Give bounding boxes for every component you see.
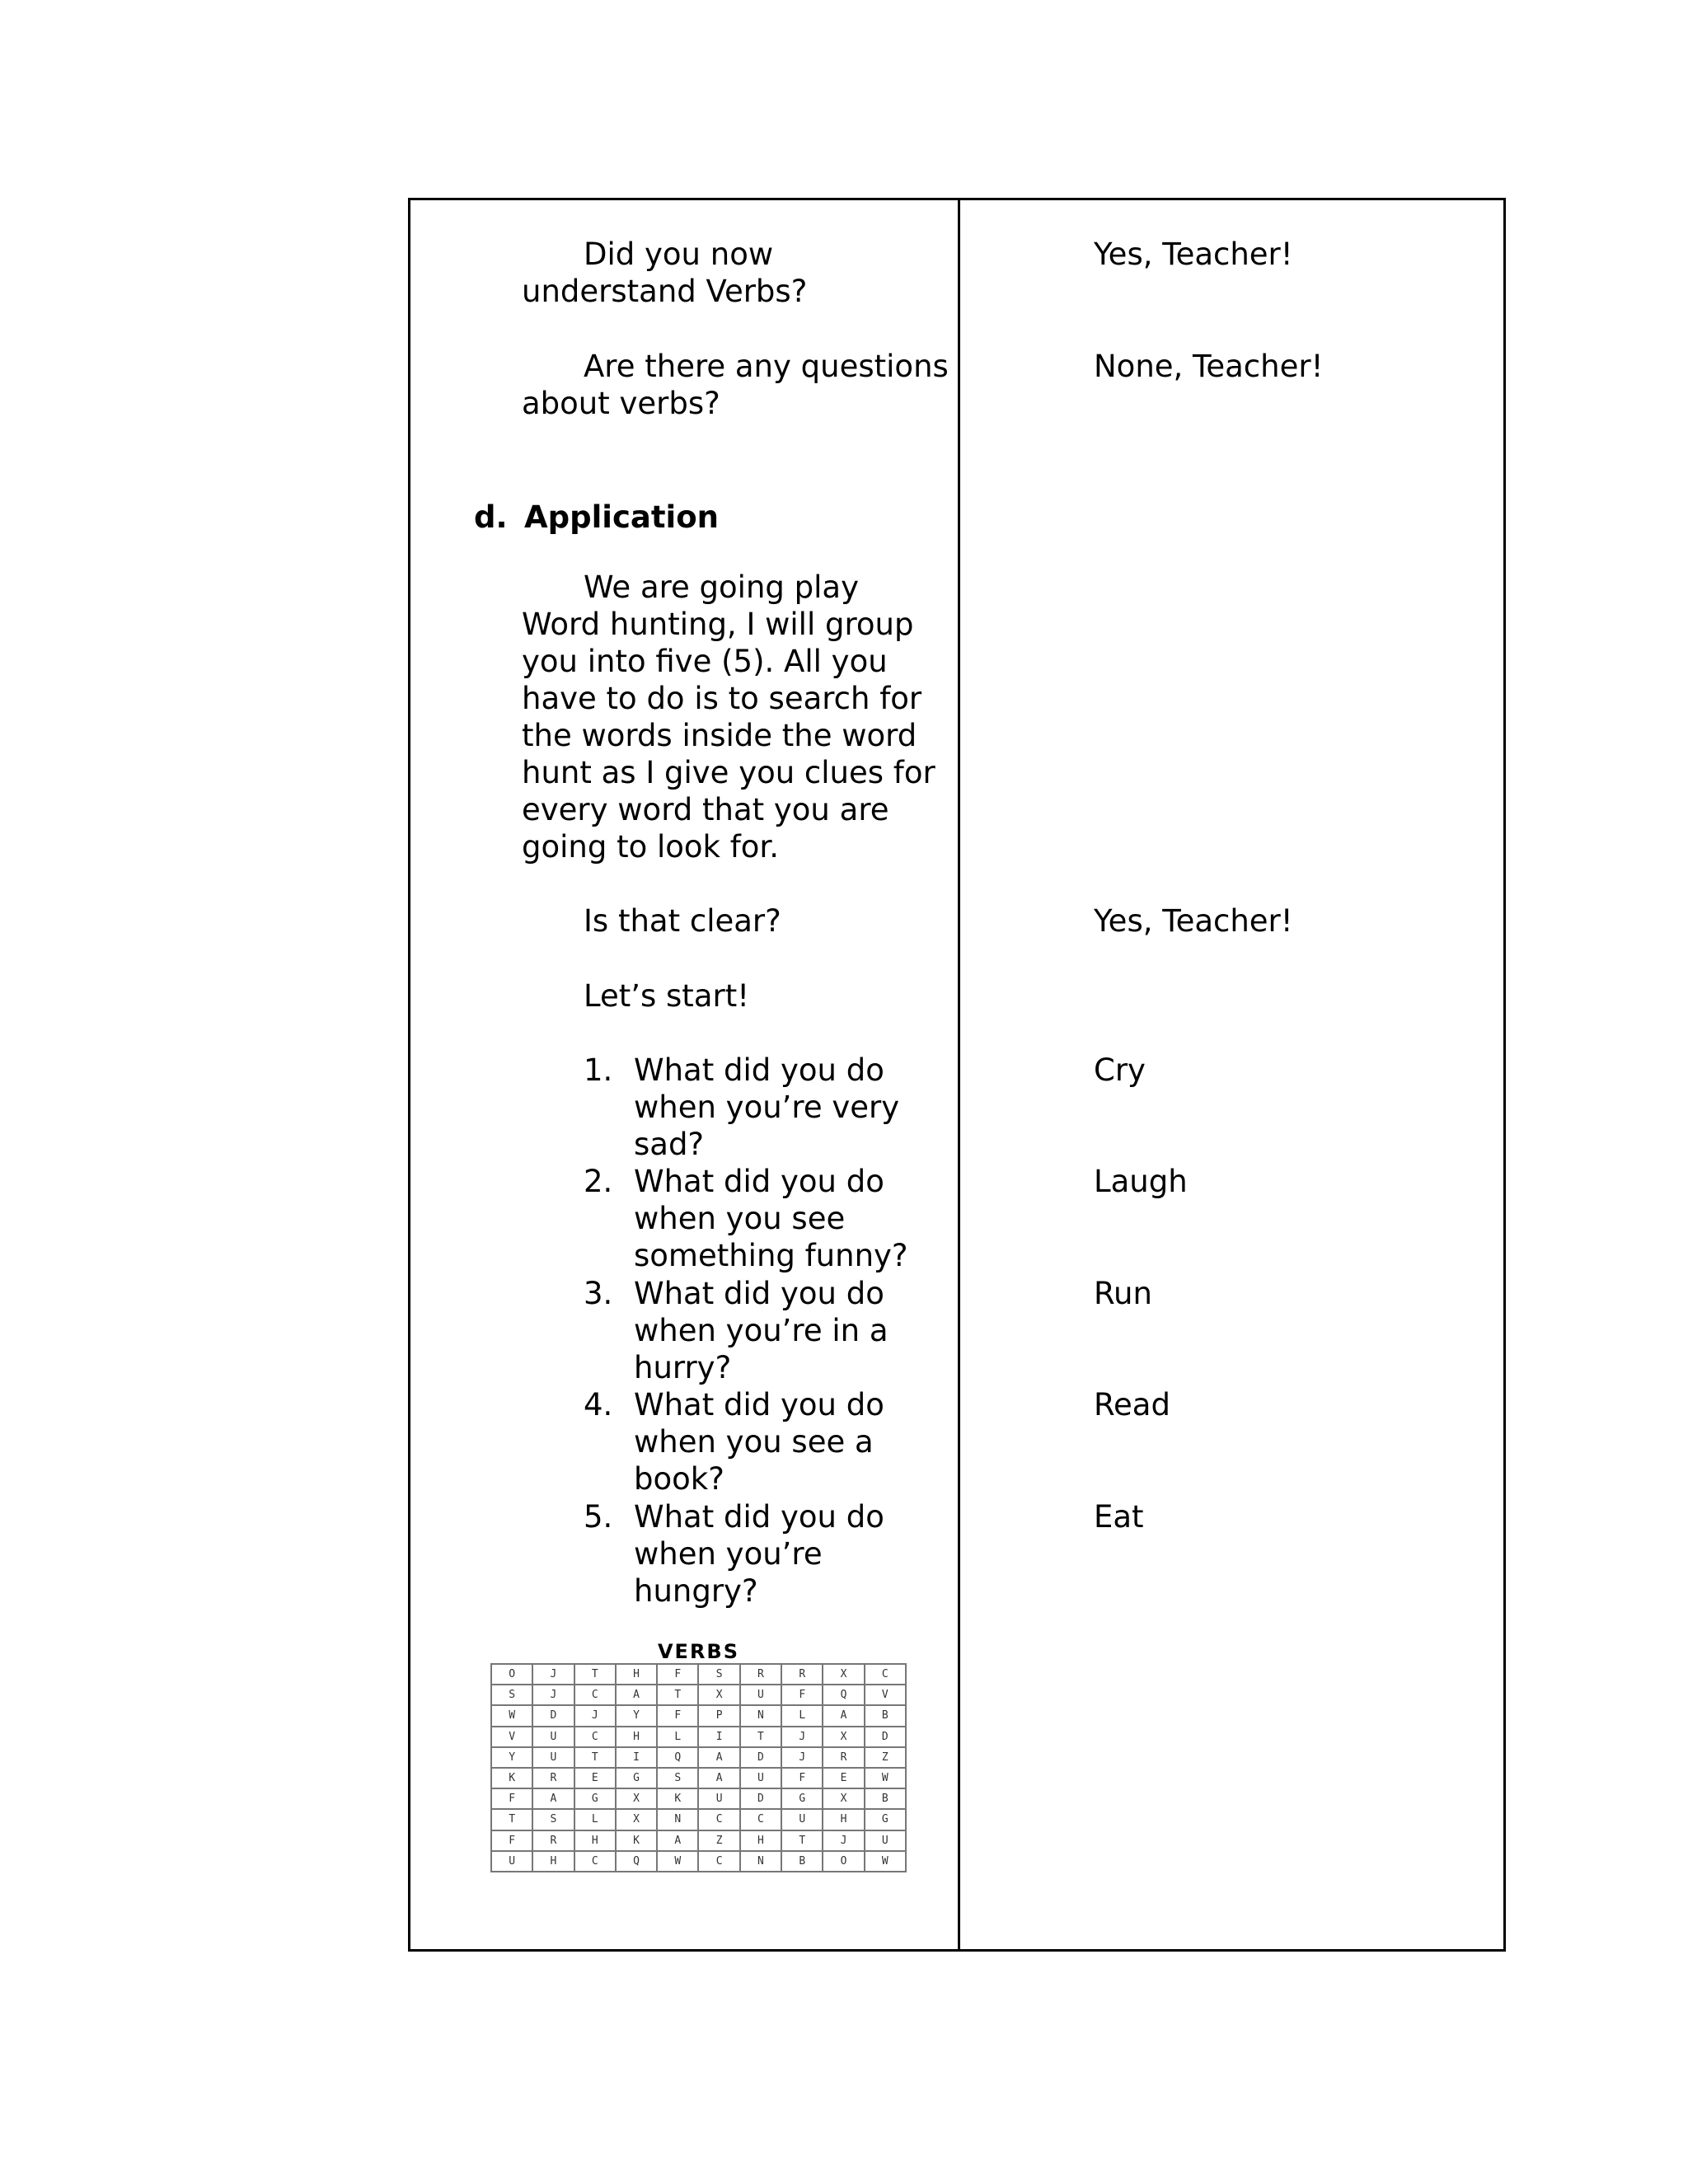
word-search-cell: V [865, 1685, 906, 1705]
word-search-cell: O [491, 1664, 532, 1685]
word-search-row [491, 1851, 906, 1872]
word-search-cell: Q [823, 1685, 864, 1705]
word-search-cell: H [574, 1830, 616, 1851]
paragraph-line: going to look for. [522, 829, 779, 865]
word-search-cell: A [698, 1747, 739, 1768]
question-number: 5. [584, 1499, 613, 1535]
word-search-cell: K [657, 1788, 698, 1809]
word-search-cell: Q [616, 1851, 657, 1872]
word-search-cell: T [781, 1830, 823, 1851]
word-search-cell: D [865, 1727, 906, 1747]
question-line: sad? [634, 1127, 705, 1162]
word-search-cell: F [781, 1768, 823, 1788]
word-search-cell: G [574, 1788, 616, 1809]
word-search-cell: J [823, 1830, 864, 1851]
word-search-cell: G [865, 1809, 906, 1830]
word-search-cell: L [574, 1809, 616, 1830]
answer-yes-teacher: Yes, Teacher! [1094, 237, 1293, 272]
paragraph-line: you into five (5). All you [522, 644, 888, 679]
question-line: when you see a [634, 1424, 874, 1460]
word-search-cell: X [823, 1788, 864, 1809]
word-search-cell: Z [698, 1830, 739, 1851]
word-search-cell: U [532, 1727, 574, 1747]
word-search-cell: E [823, 1768, 864, 1788]
word-search-cell: H [532, 1851, 574, 1872]
word-search-cell: D [740, 1747, 781, 1768]
word-search-row [491, 1830, 906, 1851]
word-search-cell: F [491, 1788, 532, 1809]
word-search-cell: N [657, 1809, 698, 1830]
word-search-cell: U [865, 1830, 906, 1851]
section-heading: Application [524, 499, 720, 535]
word-search-cell: T [574, 1747, 616, 1768]
word-search-cell: J [781, 1727, 823, 1747]
answer-laugh: Laugh [1094, 1164, 1188, 1199]
question-any-line2: about verbs? [522, 386, 720, 421]
word-search-cell: R [781, 1664, 823, 1685]
word-search-cell: P [698, 1705, 739, 1726]
word-search-cell: U [532, 1747, 574, 1768]
word-search-cell: Q [657, 1747, 698, 1768]
word-search-cell: V [491, 1727, 532, 1747]
word-search-cell: J [574, 1705, 616, 1726]
word-search-cell: R [740, 1664, 781, 1685]
word-search-cell: L [657, 1727, 698, 1747]
word-search-cell: W [657, 1851, 698, 1872]
word-search-cell: S [698, 1664, 739, 1685]
word-search-cell: I [616, 1747, 657, 1768]
answer-cry: Cry [1094, 1052, 1146, 1088]
word-search-cell: U [698, 1788, 739, 1809]
column-divider [958, 200, 960, 1949]
question-any-line1: Are there any questions [584, 349, 949, 384]
word-search-cell: S [657, 1768, 698, 1788]
word-search-cell: Y [616, 1705, 657, 1726]
word-search-cell: Z [865, 1747, 906, 1768]
word-search-cell: N [740, 1705, 781, 1726]
word-search-cell: S [491, 1685, 532, 1705]
word-search-cell: X [616, 1809, 657, 1830]
word-search-title: VERBS [657, 1640, 740, 1663]
word-search-row [491, 1809, 906, 1830]
word-search-cell: T [574, 1664, 616, 1685]
word-search-cell: C [740, 1809, 781, 1830]
word-search-cell: H [823, 1809, 864, 1830]
word-search-cell: R [823, 1747, 864, 1768]
word-search-cell: R [532, 1830, 574, 1851]
word-search-cell: L [781, 1705, 823, 1726]
word-search-row [491, 1768, 906, 1788]
answer-none-teacher: None, Teacher! [1094, 349, 1324, 384]
word-search-cell: U [781, 1809, 823, 1830]
word-search-cell: X [823, 1664, 864, 1685]
word-search-cell: W [865, 1851, 906, 1872]
answer-eat: Eat [1094, 1499, 1144, 1535]
question-line: What did you do [634, 1387, 884, 1422]
word-search-row [491, 1788, 906, 1809]
word-search-puzzle [490, 1640, 907, 1879]
word-search-cell: Y [491, 1747, 532, 1768]
word-search-cell: W [491, 1705, 532, 1726]
word-search-cell: S [532, 1809, 574, 1830]
word-search-cell: W [865, 1768, 906, 1788]
word-search-cell: B [865, 1705, 906, 1726]
question-number: 3. [584, 1276, 613, 1311]
word-search-cell: O [823, 1851, 864, 1872]
answer-run: Run [1094, 1276, 1152, 1311]
paragraph-line: hunt as I give you clues for [522, 755, 935, 790]
word-search-cell: R [532, 1768, 574, 1788]
paragraph-line: every word that you are [522, 792, 889, 827]
word-search-row [491, 1685, 906, 1705]
question-line: hungry? [634, 1573, 758, 1609]
word-search-cell: G [616, 1768, 657, 1788]
word-search-cell: U [491, 1851, 532, 1872]
word-search-cell: A [616, 1685, 657, 1705]
question-line: What did you do [634, 1499, 884, 1535]
word-search-cell: B [865, 1788, 906, 1809]
lets-start: Let’s start! [584, 978, 750, 1014]
word-search-cell: A [657, 1830, 698, 1851]
paragraph-line: We are going play [584, 569, 859, 605]
word-search-cell: C [574, 1685, 616, 1705]
word-search-cell: X [823, 1727, 864, 1747]
word-search-cell: J [781, 1747, 823, 1768]
question-line: hurry? [634, 1350, 732, 1385]
word-search-cell: F [657, 1705, 698, 1726]
word-search-cell: E [574, 1768, 616, 1788]
clear-question: Is that clear? [584, 903, 781, 939]
question-number: 2. [584, 1164, 613, 1199]
word-search-cell: U [740, 1685, 781, 1705]
question-line: book? [634, 1461, 724, 1497]
word-search-cell: U [740, 1768, 781, 1788]
word-search-row [491, 1727, 906, 1747]
word-search-cell: C [698, 1809, 739, 1830]
word-search-cell: C [574, 1851, 616, 1872]
word-search-cell: A [823, 1705, 864, 1726]
question-line: when you see [634, 1201, 846, 1236]
word-search-cell: F [491, 1830, 532, 1851]
word-search-cell: G [781, 1788, 823, 1809]
word-search-cell: K [616, 1830, 657, 1851]
word-search-cell: X [698, 1685, 739, 1705]
word-search-cell: H [616, 1727, 657, 1747]
word-search-cell: T [657, 1685, 698, 1705]
word-search-cell: J [532, 1685, 574, 1705]
paragraph-line: Word hunting, I will group [522, 607, 914, 642]
word-search-cell: A [532, 1788, 574, 1809]
question-understand-line1: Did you now [584, 237, 774, 272]
paragraph-line: have to do is to search for [522, 681, 922, 716]
answer-yes-teacher: Yes, Teacher! [1094, 903, 1293, 939]
word-search-cell: F [657, 1664, 698, 1685]
word-search-cell: I [698, 1727, 739, 1747]
question-number: 1. [584, 1052, 613, 1088]
word-search-cell: C [865, 1664, 906, 1685]
question-line: What did you do [634, 1164, 884, 1199]
question-line: when you’re [634, 1536, 823, 1572]
word-search-cell: C [698, 1851, 739, 1872]
word-search-cell: F [781, 1685, 823, 1705]
word-search-row [491, 1705, 906, 1726]
question-line: What did you do [634, 1276, 884, 1311]
paragraph-line: the words inside the word [522, 718, 917, 753]
question-line: when you’re in a [634, 1313, 889, 1348]
word-search-cell: N [740, 1851, 781, 1872]
question-understand-line2: understand Verbs? [522, 274, 808, 309]
question-number: 4. [584, 1387, 613, 1422]
word-search-cell: C [574, 1727, 616, 1747]
word-search-cell: X [616, 1788, 657, 1809]
word-search-cell: A [698, 1768, 739, 1788]
section-letter: d. [474, 499, 508, 535]
word-search-row [491, 1664, 906, 1685]
word-search-grid [490, 1663, 907, 1872]
answer-read: Read [1094, 1387, 1170, 1422]
word-search-cell: B [781, 1851, 823, 1872]
word-search-cell: T [491, 1809, 532, 1830]
word-search-cell: D [532, 1705, 574, 1726]
question-line: What did you do [634, 1052, 884, 1088]
word-search-cell: H [616, 1664, 657, 1685]
word-search-cell: T [740, 1727, 781, 1747]
question-line: something funny? [634, 1238, 908, 1273]
question-line: when you’re very [634, 1090, 900, 1125]
word-search-cell: K [491, 1768, 532, 1788]
word-search-cell: H [740, 1830, 781, 1851]
word-search-cell: D [740, 1788, 781, 1809]
word-search-row [491, 1747, 906, 1768]
word-search-cell: J [532, 1664, 574, 1685]
